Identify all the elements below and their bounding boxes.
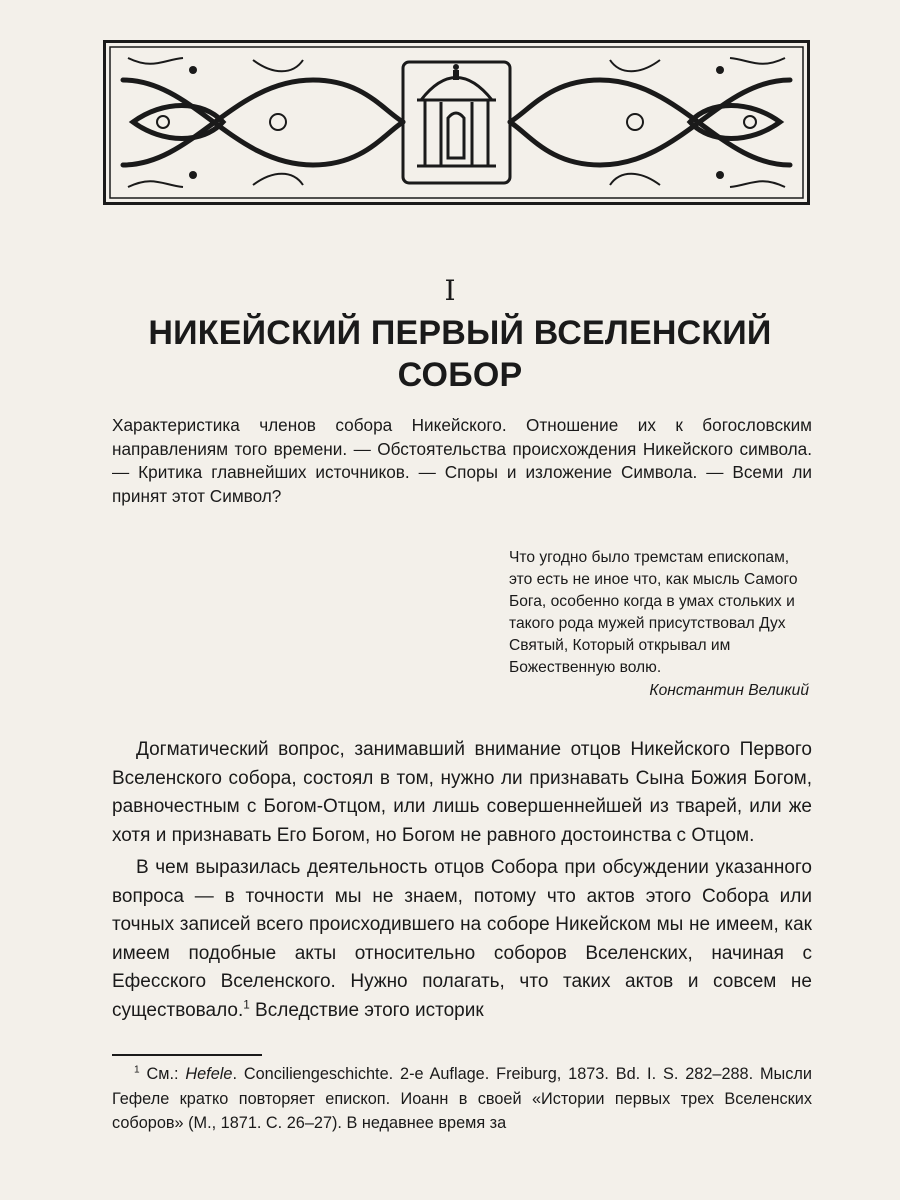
chapter-title: НИКЕЙСКИЙ ПЕРВЫЙ ВСЕЛЕНСКИЙ СОБОР [148, 314, 772, 394]
footnote-reference: 1 [243, 998, 250, 1012]
ornamental-header-icon [103, 40, 810, 205]
epigraph-author: Константин Великий [649, 682, 809, 699]
epigraph-text: Что угодно было тремстам епископам, это есть не иное что, как мысль Самого Бога, особенно когда в умах стольких и такого рода мужей присутствовал Дух Святый, Который открывал им Божественную волю. [509, 549, 798, 676]
paragraph-2-text: В чем выразилась деятельность отцов Собора при обсуждении указанного вопроса — в точности мы не знаем, потому что актов этого Собора или точных записей всего происходившего на соборе Никейском мы не имеем, как имеем подобные акты относительно соборов Вселенских, начиная с Ефесского Вселенского. Нужно полагать, что таких актов и совсем не существовало. [112, 857, 812, 1021]
paragraph-2-continuation: Вследствие этого историк [249, 999, 484, 1021]
footnote-prefix: См.: [139, 1065, 186, 1083]
footnote-text: . Conciliengeschichte. 2-e Auflage. Freiburg, 1873. Bd. I. S. 282–288. Мысли Гефеле кратко повторяет епископ. Иоанн в своей «Истории первых трех Вселенских соборов» (М., 1871. С. 26–27). В недавнее время за [112, 1065, 812, 1132]
footnote-author: Hefele [185, 1065, 233, 1083]
footnote [112, 1062, 812, 1136]
paragraph-1: Догматический вопрос, занимавший внимание отцов Никейского Первого Вселенского собора, состоял в том, нужно ли признавать Сына Божия Богом, равночестным с Богом-Отцом, или лишь совершеннейшей из тварей, или же хотя и признавать Его Богом, но Богом не равного достоинства с Отцом. [112, 739, 812, 846]
footnote-divider [112, 1054, 262, 1056]
footnote-number: 1 [134, 1064, 140, 1076]
chapter-summary: Характеристика членов собора Никейского. Отношение их к богословским направлениям того времени. — Обстоятельства происхождения Никейского символа. — Критика главнейших источников. — Споры и изложение Символа. — Всеми ли принят этот Символ? [112, 415, 812, 506]
main-text [112, 736, 812, 1029]
paragraph-2 [112, 854, 812, 1025]
chapter-number: I [444, 274, 456, 307]
